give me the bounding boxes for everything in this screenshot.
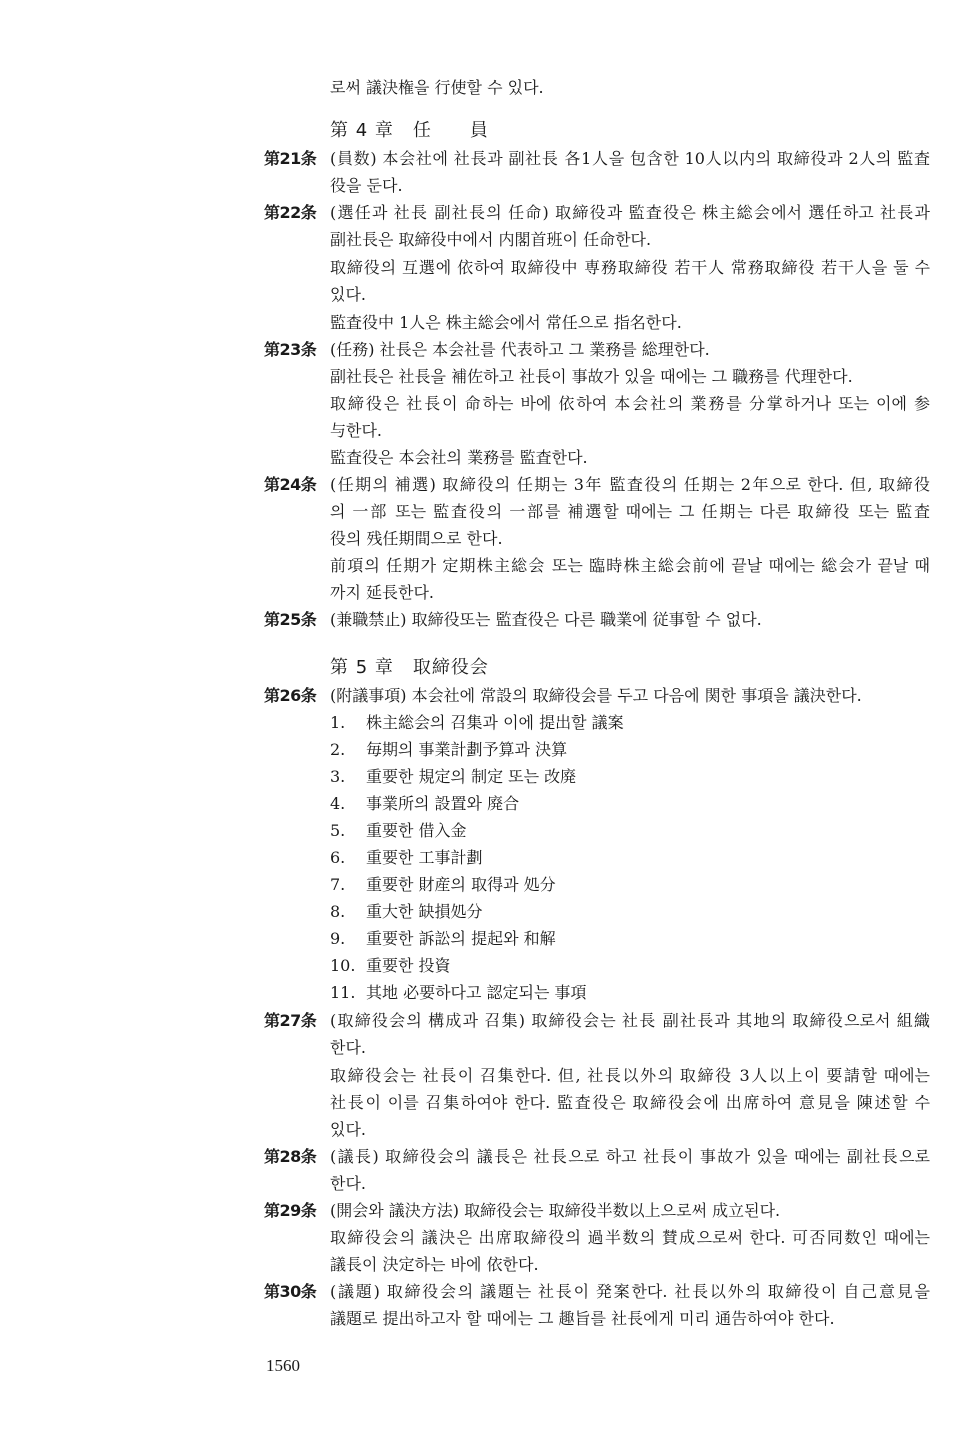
list-item-text: 重要한 工事計劃 — [366, 848, 483, 867]
chapter-heading: 第 4 章 任 員 — [330, 120, 489, 141]
list-item-number: 11. — [330, 983, 356, 1002]
text-line: (開会와 議決方法) 取締役会는 取締役半数以上으로써 成立된다. — [330, 1201, 781, 1220]
text-line: 前項의 任期가 定期株主総会 또는 臨時株主総会前에 끝날 때에는 総会가 끝날 때 — [330, 556, 930, 575]
text-line: 取締役会의 議決은 出席取締役의 過半数의 賛成으로써 한다. 可否同数인 때에는 — [330, 1228, 930, 1247]
text-line: (兼職禁止) 取締役또는 監査役은 다른 職業에 従事할 수 없다. — [330, 610, 762, 629]
text-line: (議題) 取締役会의 議題는 社長이 発案한다. 社長以外의 取締役이 自己意見을 — [330, 1282, 930, 1301]
text-line: 取締役会는 社長이 召集한다. 但, 社長以外의 取締役 3人以上이 要請할 때에는 — [330, 1066, 930, 1085]
list-item-number: 1. — [330, 713, 346, 732]
text-line: 副社長은 社長을 補佐하고 社長이 事故가 있을 때에는 그 職務를 代理한다. — [330, 367, 853, 386]
chapter-heading: 第 5 章 取締役会 — [330, 657, 489, 678]
article-number: 第29条 — [264, 1201, 317, 1220]
list-item-text: 重要한 財産의 取得과 処分 — [366, 875, 556, 894]
text-line: 의 一部 또는 監査役의 一部를 補選할 때에는 그 任期는 다른 取締役 또는 監査 — [330, 502, 930, 521]
text-line: (議長) 取締役会의 議長은 社長으로 하고 社長이 事故가 있을 때에는 副社長으로 — [330, 1147, 930, 1166]
text-line: 까지 延長한다. — [330, 583, 434, 602]
text-line: 与한다. — [330, 421, 382, 440]
list-item-text: 株主総会의 召集과 이에 提出할 議案 — [366, 713, 624, 732]
list-item-text: 重要한 規定의 制定 또는 改廃 — [366, 767, 577, 786]
text-line: 監査役은 本会社의 業務를 監査한다. — [330, 448, 588, 467]
list-item — [330, 794, 930, 814]
list-item — [330, 767, 930, 787]
list-item-number: 2. — [330, 740, 346, 759]
text-line: 議長이 決定하는 바에 依한다. — [330, 1255, 539, 1274]
list-item-number: 5. — [330, 821, 346, 840]
article-number: 第27条 — [264, 1011, 317, 1030]
list-item-text: 重要한 投資 — [366, 956, 451, 975]
text-line: 있다. — [330, 1120, 366, 1139]
text-line: (取締役会의 構成과 召集) 取締役会는 社長 副社長과 其地의 取締役으로서 組織 — [330, 1011, 930, 1030]
list-item — [330, 902, 930, 922]
list-item-number: 7. — [330, 875, 346, 894]
text-line: (任務) 社長은 本会社를 代表하고 그 業務를 総理한다. — [330, 340, 710, 359]
text-line: 한다. — [330, 1174, 366, 1193]
text-line: (附議事項) 本会社에 常設의 取締役会를 두고 다음에 関한 事項을 議決한다. — [330, 686, 862, 705]
article-number: 第25条 — [264, 610, 317, 629]
article-number: 第24条 — [264, 475, 317, 494]
list-item-number: 10. — [330, 956, 356, 975]
list-item-number: 9. — [330, 929, 346, 948]
list-item-number: 3. — [330, 767, 346, 786]
text-line: (員数) 本会社에 社長과 副社長 各1人을 包含한 10人以内의 取締役과 2人의 監査 — [330, 149, 930, 168]
article-number: 第30条 — [264, 1282, 317, 1301]
text-line: 議題로 提出하고자 할 때에는 그 趣旨를 社長에게 미리 通告하여야 한다. — [330, 1309, 835, 1328]
list-item — [330, 713, 930, 733]
list-item-text: 重要한 訴訟의 提起와 和解 — [366, 929, 556, 948]
text-line: 社長이 이를 召集하여야 한다. 監査役은 取締役会에 出席하여 意見을 陳述할 수 — [330, 1093, 930, 1112]
article-number: 第21条 — [264, 149, 317, 168]
text-line: 取締役의 互選에 依하여 取締役中 専務取締役 若干人 常務取締役 若干人을 둘 수 — [330, 258, 930, 277]
article-number: 第23条 — [264, 340, 317, 359]
list-item-text: 事業所의 設置와 廃合 — [366, 794, 520, 813]
article-number: 第22条 — [264, 203, 317, 222]
article-number: 第26条 — [264, 686, 317, 705]
text-line: 取締役은 社長이 命하는 바에 依하여 本会社의 業務를 分掌하거나 또는 이에 参 — [330, 394, 930, 413]
list-item — [330, 929, 930, 949]
list-item-number: 8. — [330, 902, 346, 921]
list-item-text: 毎期의 事業計劃予算과 決算 — [366, 740, 568, 759]
text-line: 있다. — [330, 285, 366, 304]
list-item — [330, 875, 930, 895]
article-number: 第28条 — [264, 1147, 317, 1166]
list-item — [330, 848, 930, 868]
text-line: (任期의 補選) 取締役의 任期는 3年 監査役의 任期는 2年으로 한다. 但, 取締役 — [330, 475, 930, 494]
list-item-number: 4. — [330, 794, 346, 813]
list-item — [330, 821, 930, 841]
text-line: 副社長은 取締役中에서 内閣首班이 任命한다. — [330, 230, 652, 249]
list-item-text: 其地 必要하다고 認定되는 事項 — [366, 983, 587, 1002]
list-item-number: 6. — [330, 848, 346, 867]
text-line: (選任과 社長 副社長의 任命) 取締役과 監査役은 株主総会에서 選任하고 社長과 — [330, 203, 930, 222]
text-line: 役을 둔다. — [330, 176, 403, 195]
list-item-text: 重要한 借入金 — [366, 821, 467, 840]
list-item-text: 重大한 缺損処分 — [366, 902, 483, 921]
text-line: 役의 残任期間으로 한다. — [330, 529, 503, 548]
page-number: 1560 — [266, 1356, 300, 1375]
text-line: 한다. — [330, 1038, 366, 1057]
list-item — [330, 740, 930, 760]
text-line: 로써 議決権을 行使할 수 있다. — [330, 78, 544, 97]
text-line: 監査役中 1人은 株主総会에서 常任으로 指名한다. — [330, 313, 682, 332]
list-item — [330, 956, 930, 976]
list-item — [330, 983, 930, 1003]
